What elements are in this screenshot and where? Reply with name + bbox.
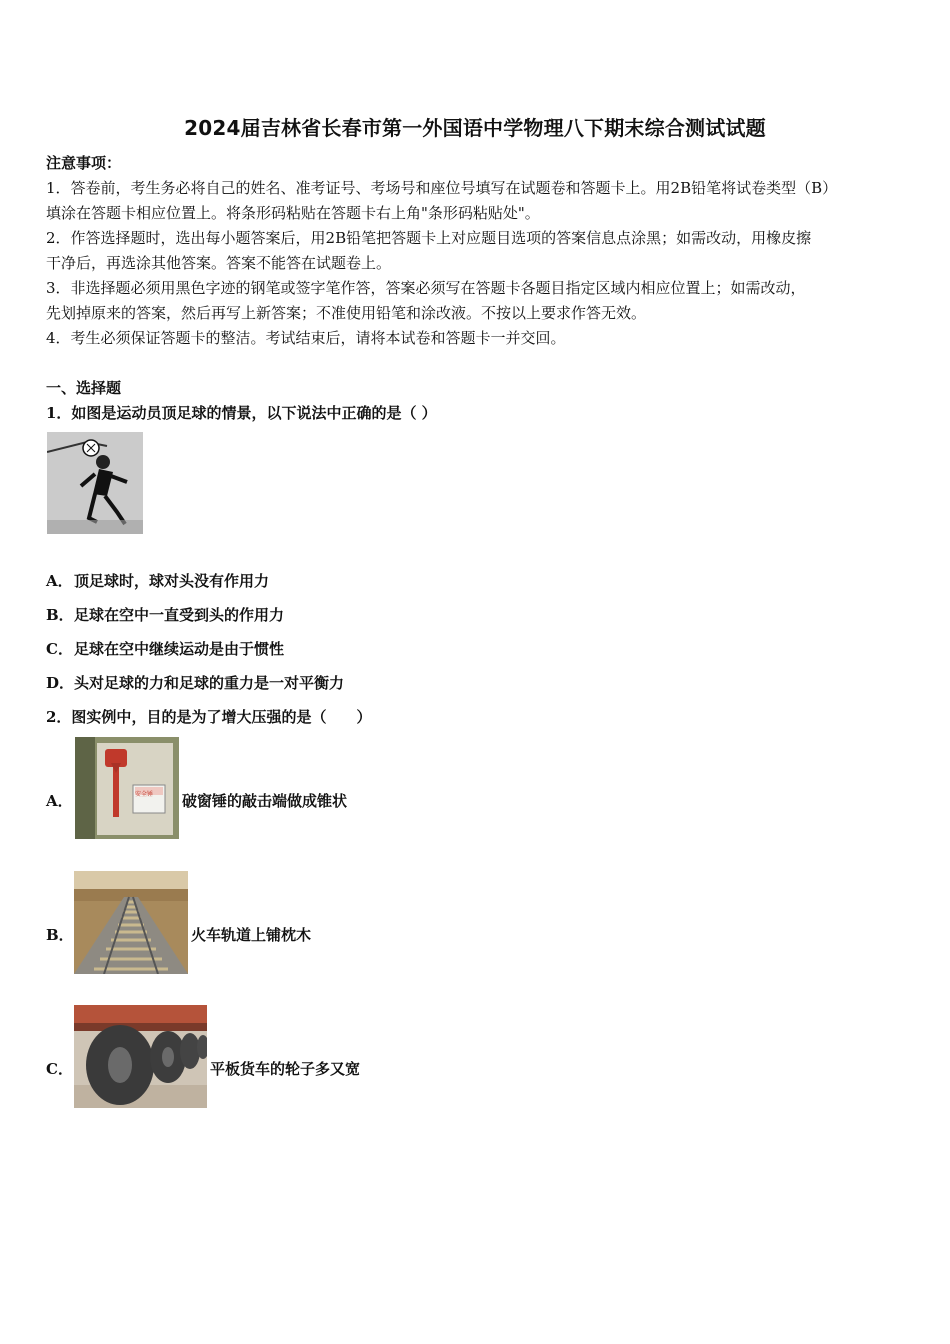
notice-line: 3．非选择题必须用黑色字迹的钢笔或签字笔作答，答案必须写在答题卡各题目指定区域内相应位置上；如需改动， bbox=[46, 279, 806, 297]
q2-option-b-text: 火车轨道上铺枕木 bbox=[191, 926, 312, 944]
q1-option-b-label: B． bbox=[46, 606, 74, 624]
notice-line: 先划掉原来的答案，然后再写上新答案；不准使用铅笔和涂改液。不按以上要求作答无效。 bbox=[46, 304, 647, 322]
q1-option-a-text: 顶足球时，球对头没有作用力 bbox=[74, 572, 270, 590]
page-title: 2024届吉林省长春市第一外国语中学物理八下期末综合测试试题 bbox=[184, 116, 766, 140]
q1-option-d-text: 头对足球的力和足球的重力是一对平衡力 bbox=[74, 674, 345, 692]
notice-line: 干净后，再选涂其他答案。答案不能答在试题卷上。 bbox=[46, 254, 392, 272]
q1-option-a-label: A． bbox=[46, 572, 73, 590]
question-1-stem: 1．如图是运动员顶足球的情景，以下说法中正确的是（ ） bbox=[46, 404, 437, 422]
notice-line: 4．考生必须保证答题卡的整洁。考试结束后，请将本试卷和答题卡一并交回。 bbox=[46, 329, 566, 347]
q2-option-a-label: A． bbox=[46, 792, 73, 810]
safety-hammer-sign: 安全锤 bbox=[135, 791, 154, 798]
q1-option-c-text: 足球在空中继续运动是由于惯性 bbox=[74, 640, 285, 658]
railway-track-image bbox=[74, 871, 188, 974]
q2-option-a-text: 破窗锤的敲击端做成锥状 bbox=[182, 792, 348, 810]
notice-line: 1．答卷前，考生务必将自己的姓名、准考证号、考场号和座位号填写在试题卷和答题卡上。用2B铅笔将试卷类型（B） bbox=[46, 179, 838, 197]
q2-option-c-label: C． bbox=[46, 1060, 73, 1078]
section-heading: 一、选择题 bbox=[46, 379, 122, 397]
question-2-stem: 2．图实例中，目的是为了增大压强的是（ ） bbox=[46, 708, 372, 726]
safety-hammer-image bbox=[75, 737, 179, 839]
q1-option-d-label: D． bbox=[46, 674, 75, 692]
notice-line: 2．作答选择题时，选出每小题答案后，用2B铅笔把答题卡上对应题目选项的答案信息点涂黑；如需改动，用橡皮擦 bbox=[46, 229, 812, 247]
notice-line: 填涂在答题卡相应位置上。将条形码粘贴在答题卡右上角"条形码粘贴处"。 bbox=[46, 204, 540, 222]
q1-option-c-label: C． bbox=[46, 640, 73, 658]
q2-option-c-text: 平板货车的轮子多又宽 bbox=[210, 1060, 361, 1078]
header-ball-image bbox=[47, 432, 143, 534]
q2-option-b-label: B． bbox=[46, 926, 74, 944]
truck-wheels-image bbox=[74, 1005, 207, 1108]
notice-heading: 注意事项： bbox=[46, 154, 122, 172]
q1-option-b-text: 足球在空中一直受到头的作用力 bbox=[74, 606, 285, 624]
